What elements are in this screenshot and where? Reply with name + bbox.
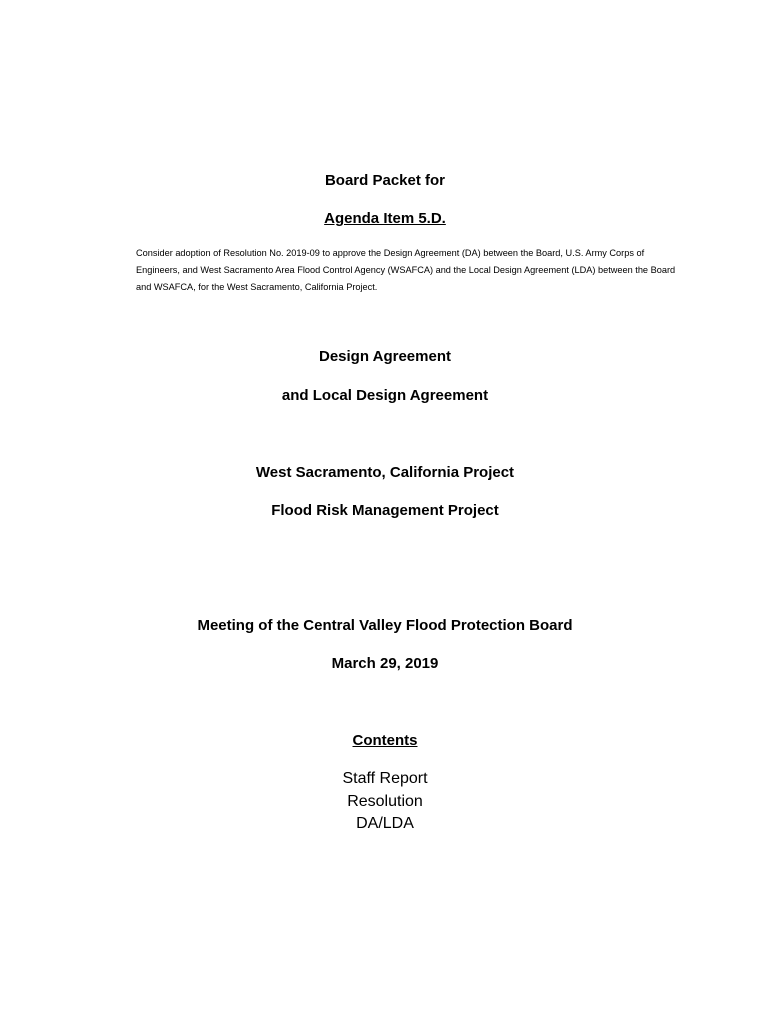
project-subtitle: Flood Risk Management Project [271,502,499,519]
packet-title: Board Packet for [324,172,446,189]
contents-item-resolution: Resolution [347,792,423,810]
contents-list [0,768,770,836]
design-agreement-heading: Design Agreement [319,348,451,365]
agenda-item-heading: Agenda Item 5.D. [324,210,446,227]
contents-item-staff-report: Staff Report [342,770,428,787]
item-description: Consider adoption of Resolution No. 2019-09 to approve the Design Agreement (DA) between the Board, U.S. Army Corps of Engineers, and West Sacramento Area Flood Control Agency (WSAFCA) and the Local Design Agreement (LDA) between the Board and WSAFCA, for the West Sacramento, California Project. [136,248,676,292]
project-name: West Sacramento, California Project [255,464,515,481]
contents-item-da-lda: DA/LDA [356,815,414,832]
meeting-title: Meeting of the Central Valley Flood Protection Board [197,617,573,634]
meeting-date: March 29, 2019 [331,655,439,672]
contents-heading: Contents [352,732,418,749]
local-design-agreement-heading: and Local Design Agreement [281,387,489,404]
